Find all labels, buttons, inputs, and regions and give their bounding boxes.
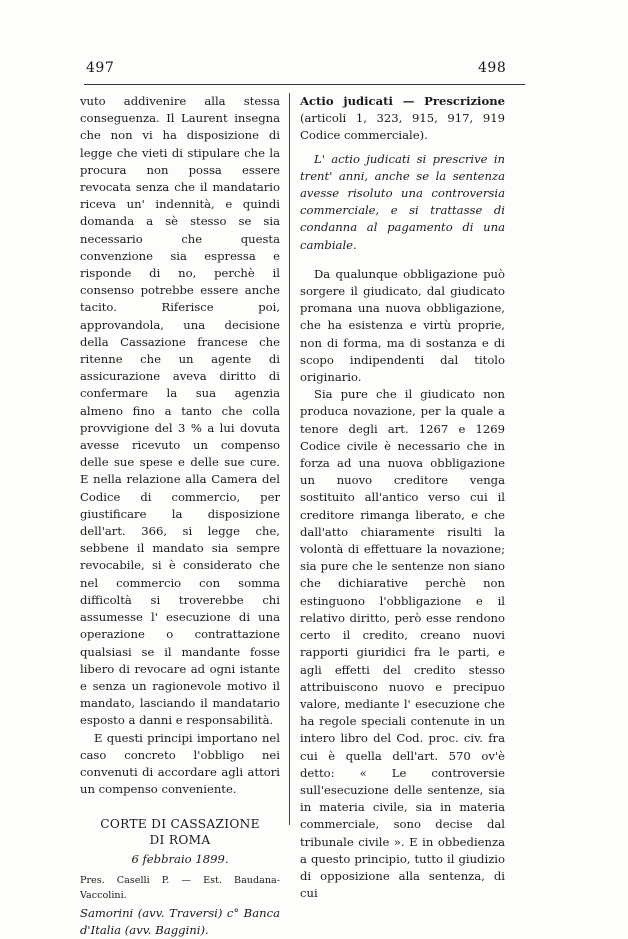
maxim: L' actio judicati si prescrive in trent' anni, anche se la sentenza avesse risoluto una controversia commerciale, e si trattasse di condanna al pagamento di una cambiale. (300, 151, 505, 252)
right-page-number: 498 (478, 60, 507, 76)
left-page-number: 497 (86, 60, 115, 76)
header-rule (84, 84, 525, 85)
decision-date: 6 febbraio 1899. (131, 852, 229, 867)
parties-line: Samorini (avv. Traversi) c° Banca d'Italia (avv. Baggini). (80, 905, 280, 937)
left-paragraph-continued: vuto addivenire alla stessa conseguenza. Il Laurent insegna che non vi ha disposizione di legge che vieti di stipulare che la procura non possa essere revocata senza che il mandatario riceva un' indennità, e quindi domanda a sè stesso se sia necessario che questa convenzione sia espressa e risponde di no, perchè il consenso potrebbe essere anche tacito. Riferisce poi, approvandola, una decisione della Cassazione francese che ritenne che un agente di assicurazione aveva diritto di confermare la sua agenzia almeno fino a tanto che colla provvigione del 3 % a lui dovuta avesse ricevuto un compenso delle sue spese e delle sue cure. E nella relazione alla Camera del Codice di commercio, per giustificare la disposizione dell'art. 366, si legge che, sebbene il mandato sia sempre revocabile, si è considerato che nel commercio con somma difficoltà si troverebbe chi assumesse l' esecuzione di una operazione o contrattazione qualsiasi se il mandante fosse libero di revocare ad ogni istante e senza un ragionevole motivo il mandato, lasciando il mandatario esposto a danni e responsabilità. (80, 94, 280, 728)
court-heading-line-1: CORTE DI CASSAZIONE (100, 817, 260, 832)
headnote (300, 93, 505, 145)
left-paragraph-conclusion: E questi principi importano nel caso concreto l'obbligo nei convenuti di accordare agli attori un compenso conveniente. (80, 730, 280, 797)
presidency-line: Pres. Caselli P. — Est. Baudana-Vaccolini. (80, 874, 280, 901)
left-column (80, 93, 280, 939)
headnote-articles: (articoli 1, 323, 915, 917, 919 Codice commerciale). (300, 111, 505, 143)
court-heading-line-2: DI ROMA (149, 833, 211, 848)
right-paragraph-1: Da qualunque obbligazione può sorgere il giudicato, dal giudicato promana una nuova obbligazione, che ha esistenza e virtù proprie, non di forma, ma di sostanza e di scopo indipendenti dal titolo originario. (300, 266, 505, 385)
column-divider (289, 93, 290, 825)
headnote-title: Actio judicati — Prescrizione (300, 94, 505, 108)
court-heading (80, 816, 280, 848)
right-column (300, 93, 505, 902)
right-paragraph-2: Sia pure che il giudicato non produca novazione, per la quale a tenore degli art. 1267 e 1269 Codice civile è necessario che in forza ad una nuova obbligazione un nuovo creditore venga sostituito all'antico verso cui il creditore rimanga liberato, e che dall'atto chiaramente risulti la volontà di effettuare la novazione; sia pure che le sentenze non siano che dichiarative perchè non estinguono l'obbligazione e il relativo diritto, però esse rendono certo il credito, creano nuovi rapporti giuridici fra le parti, e agli effetti del credito stesso attribuiscono nuovo e precipuo valore, mediante l' esecuzione che ha regole speciali contenute in un intero libro del Cod. proc. civ. fra cui è quella dell'art. 570 ov'è detto: « Le controversie sull'esecuzione delle sentenze, sia in materia civile, sia in materia commerciale, sono decise dal tribunale civile ». E in obbedienza a questo principio, tutto il giudizio di opposizione alla sentenza, di cui (300, 387, 505, 901)
